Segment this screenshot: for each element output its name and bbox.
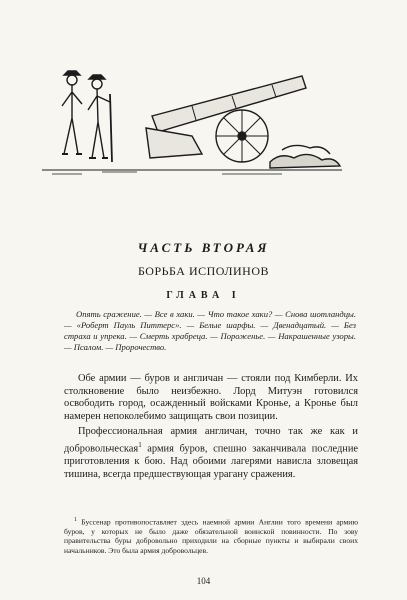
paragraph-text: армия буров, спешно заканчивала последние приготовления к бою. Над обоими лагерями нависла зловещая тишина, всегда предшествующая урагану сражения. bbox=[64, 443, 358, 480]
boer-artillery-cannon-illustration-icon bbox=[42, 58, 342, 176]
cannon-illustration bbox=[42, 58, 342, 176]
footnote-reference: 1 bbox=[138, 440, 142, 449]
paragraph-text: Профессиональная армия англичан, точно так же как и добровольческая bbox=[64, 426, 358, 455]
paragraph: Обе армии — буров и англичан — стояли под Кимберли. Их столкновение было неизбежно. Лорд Митуэн готовился освободить город, осажденный войсками Кронье, а Кронье был намерен непоколебимо защищать свои позиции. bbox=[64, 373, 358, 422]
body-text bbox=[64, 373, 358, 484]
footnote-text: Буссенар противопоставляет здесь наемной армии Англии того времени армию буров, у которых не было даже обязательной воинской повинности. По зову правительства буры добровольно приходили на сборные пункты и выбирали своих начальников. Это была армия добровольцев. bbox=[64, 517, 358, 555]
page-number: 104 bbox=[196, 576, 211, 586]
footnote bbox=[64, 516, 358, 555]
paragraph bbox=[64, 426, 358, 481]
chapter-summary: Опять сражение. — Все в хаки. — Что такое хаки? — Снова шотландцы. — «Роберт Пауль Питтерс». — Белые шарфы. — Двенадцатый. — Без страха и упрека. — Смерть храбреца. — Пороженье. — Накрашенные узоры. — Псалом. — Пророчество. bbox=[64, 309, 356, 352]
footnote-mark: 1 bbox=[74, 517, 77, 523]
part-title: ЧАСТЬ ВТОРАЯ bbox=[137, 240, 270, 255]
chapter-title: ГЛАВА I bbox=[166, 290, 241, 301]
section-title: БОРЬБА ИСПОЛИНОВ bbox=[138, 264, 269, 278]
